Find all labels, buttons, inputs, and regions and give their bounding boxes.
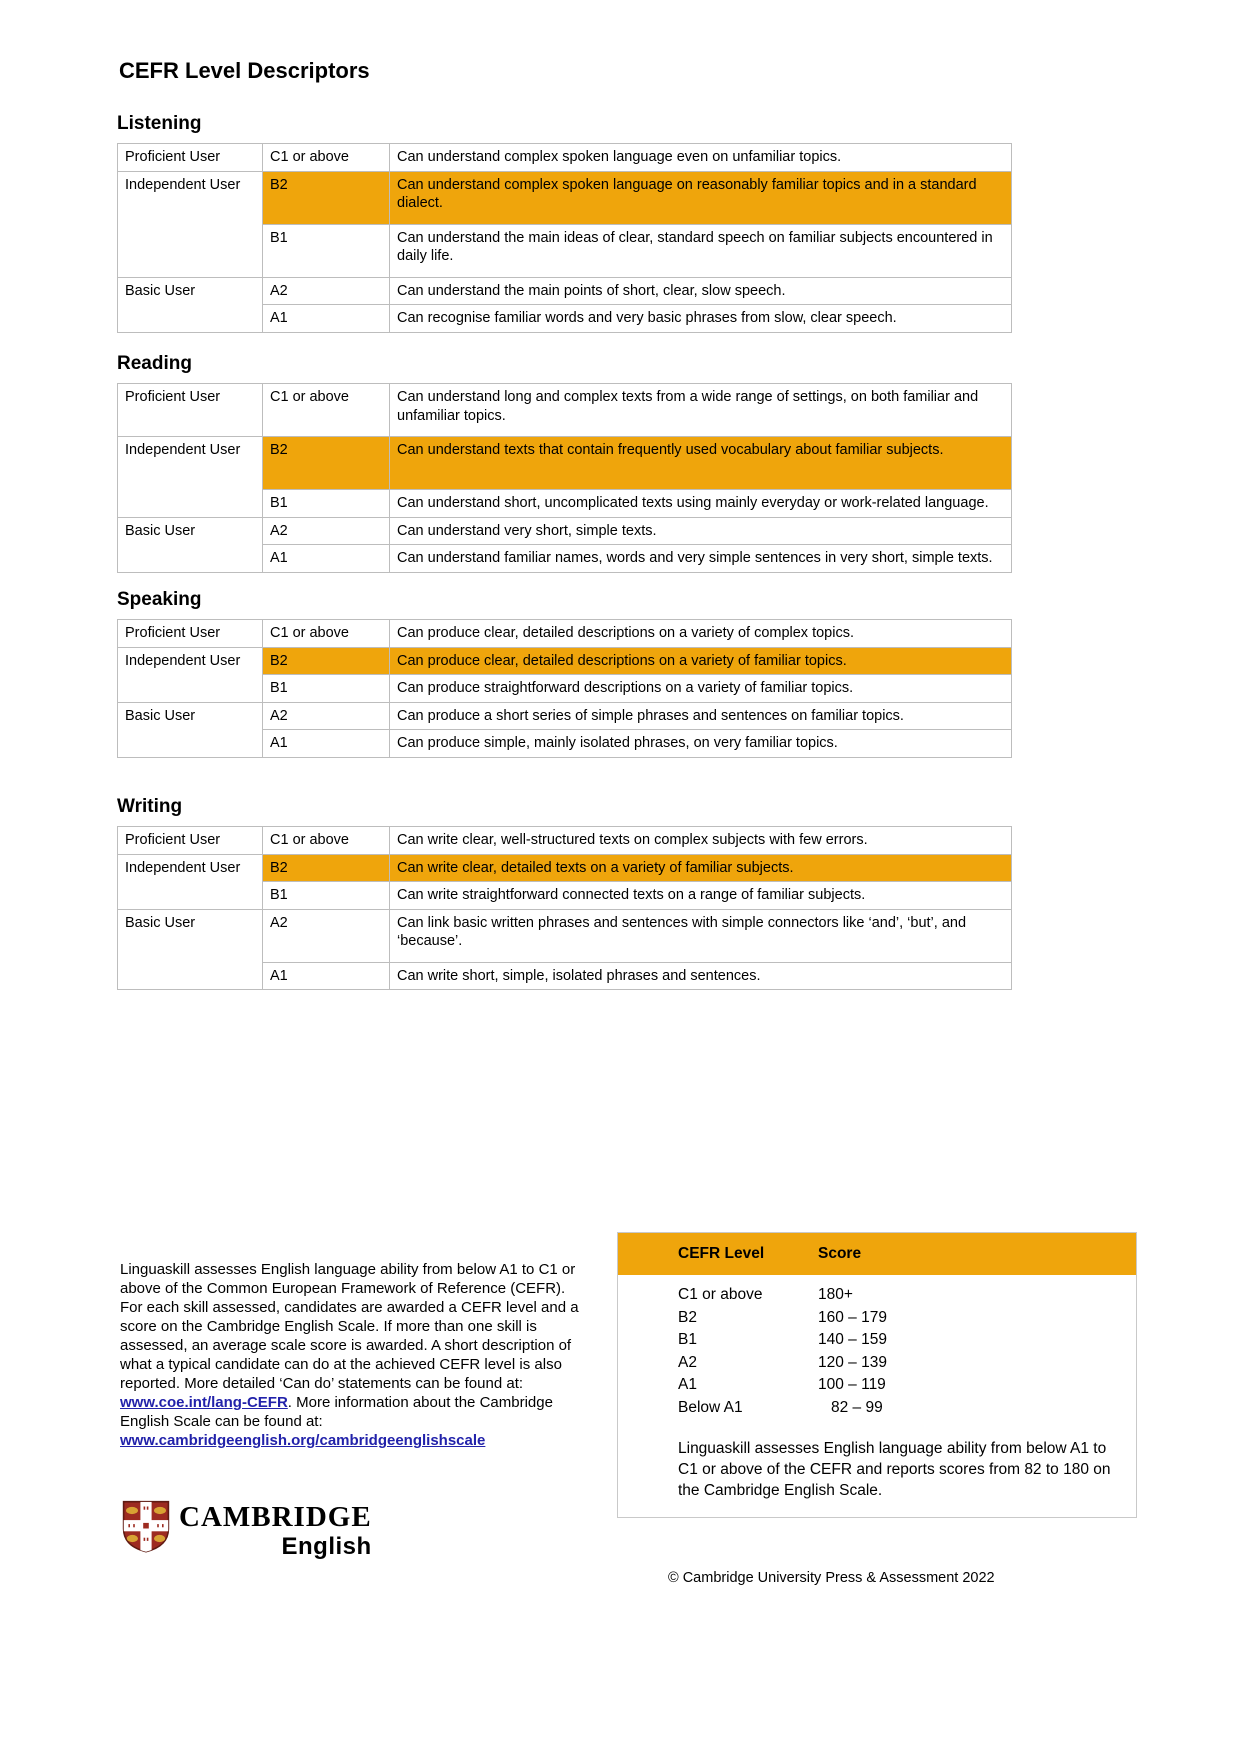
table-row [118, 384, 1012, 437]
score-header-level: CEFR Level [678, 1245, 765, 1262]
score-row [678, 1284, 1136, 1307]
descriptor-cell: Can produce simple, mainly isolated phrases, on very familiar topics. [390, 730, 1012, 758]
descriptor-cell: Can link basic written phrases and sentences with simple connectors like ‘and’, ‘but’, and ‘because’. [390, 909, 1012, 962]
descriptor-cell: Can produce clear, detailed descriptions on a variety of complex topics. [390, 620, 1012, 648]
score-cell: 140 – 159 [818, 1331, 887, 1348]
skill-section-speaking [117, 588, 1012, 758]
section-heading-reading: Reading [117, 353, 192, 374]
table-row [118, 827, 1012, 855]
level-cell: A2 [263, 702, 390, 730]
table-row [118, 909, 1012, 962]
cambridge-scale-link[interactable]: www.cambridgeenglish.org/cambridgeenglishscale [120, 1432, 486, 1449]
score-row [678, 1397, 1136, 1420]
user-type-cell: Proficient User [118, 620, 263, 648]
level-cell: C1 or above [263, 620, 390, 648]
level-cell: A2 [263, 277, 390, 305]
user-type-cell: Independent User [118, 437, 263, 518]
cambridge-english-logo [122, 1500, 372, 1560]
descriptor-cell: Can produce clear, detailed descriptions on a variety of familiar topics. [390, 647, 1012, 675]
table-row [118, 437, 1012, 490]
table-row [118, 144, 1012, 172]
level-cell: B1 [263, 490, 390, 518]
cefr-level-cell: B1 [678, 1331, 697, 1348]
table-row [118, 277, 1012, 305]
table-row [118, 517, 1012, 545]
level-cell: A1 [263, 545, 390, 573]
cambridge-shield-icon [122, 1500, 170, 1553]
descriptor-cell: Can understand short, uncomplicated texts using mainly everyday or work-related language. [390, 490, 1012, 518]
section-heading-speaking: Speaking [117, 589, 202, 610]
level-cell: B1 [263, 882, 390, 910]
user-type-cell: Proficient User [118, 144, 263, 172]
level-cell: B2 [263, 171, 390, 224]
user-type-cell: Basic User [118, 702, 263, 757]
user-type-cell: Basic User [118, 909, 263, 990]
user-type-cell: Proficient User [118, 384, 263, 437]
score-cell: 120 – 139 [818, 1353, 887, 1371]
level-cell: A1 [263, 962, 390, 990]
cefr-table-listening [117, 143, 1012, 333]
score-panel-note: Linguaskill assesses English language ability from below A1 to C1 or above of the CEFR and reports scores from 82 to 180 on the Cambridge English Scale. [678, 1440, 1111, 1499]
score-cell: 82 – 99 [831, 1398, 883, 1416]
level-cell: A2 [263, 517, 390, 545]
cefr-table-writing [117, 826, 1012, 990]
level-cell: B2 [263, 647, 390, 675]
level-cell: A1 [263, 305, 390, 333]
cefr-level-cell: Below A1 [678, 1398, 743, 1416]
section-heading-listening: Listening [117, 113, 202, 134]
level-cell: C1 or above [263, 384, 390, 437]
level-cell: A1 [263, 730, 390, 758]
skill-section-listening [117, 112, 1012, 333]
user-type-cell: Independent User [118, 171, 263, 277]
level-cell: B1 [263, 224, 390, 277]
linguaskill-info-paragraph [120, 1260, 588, 1450]
table-row [118, 171, 1012, 224]
logo-cambridge-text: CAMBRIDGE [179, 1501, 372, 1533]
table-row [118, 620, 1012, 648]
coe-cefr-link[interactable]: www.coe.int/lang-CEFR [120, 1394, 288, 1411]
user-type-cell: Proficient User [118, 827, 263, 855]
descriptor-cell: Can understand complex spoken language on reasonably familiar topics and in a standard dialect. [390, 171, 1012, 224]
level-cell: C1 or above [263, 827, 390, 855]
table-row [118, 647, 1012, 675]
score-cell: 180+ [818, 1286, 853, 1303]
info-text-1: Linguaskill assesses English language ability from below A1 to C1 or above of the Common European Framework of Reference (CEFR). For each skill assessed, candidates are awarded a CEFR level and a score on the Cambridge English Scale. If more than one skill is assessed, an average scale score is awarded. A short description of what a typical candidate can do at the achieved CEFR level is also reported. More detailed ‘Can do’ statements can be found at: [120, 1261, 579, 1392]
descriptor-cell: Can understand familiar names, words and very simple sentences in very short, simple texts. [390, 545, 1012, 573]
score-header-score: Score [818, 1245, 862, 1262]
score-row [678, 1329, 1136, 1352]
info-text-2: . More information about the Cambridge English Scale can be found at: [120, 1394, 553, 1430]
score-cell: 160 – 179 [818, 1308, 887, 1326]
user-type-cell: Basic User [118, 517, 263, 572]
descriptor-cell: Can write short, simple, isolated phrases and sentences. [390, 962, 1012, 990]
descriptor-cell: Can write straightforward connected texts on a range of familiar subjects. [390, 882, 1012, 910]
level-cell: B2 [263, 854, 390, 882]
table-row [118, 854, 1012, 882]
user-type-cell: Basic User [118, 277, 263, 332]
cefr-level-cell: B2 [678, 1308, 697, 1326]
descriptor-cell: Can understand texts that contain frequently used vocabulary about familiar subjects. [390, 437, 1012, 490]
score-row [678, 1352, 1136, 1375]
skill-section-writing [117, 795, 1012, 990]
skill-section-reading [117, 352, 1012, 573]
cefr-level-cell: A2 [678, 1353, 697, 1371]
score-cell: 100 – 119 [818, 1376, 886, 1393]
descriptor-cell: Can produce a short series of simple phrases and sentences on familiar topics. [390, 702, 1012, 730]
logo-english-text: English [281, 1533, 372, 1560]
descriptor-cell: Can understand the main ideas of clear, standard speech on familiar subjects encountered in daily life. [390, 224, 1012, 277]
logo-wordmark [179, 1500, 372, 1560]
level-cell: A2 [263, 909, 390, 962]
descriptor-cell: Can understand complex spoken language even on unfamiliar topics. [390, 144, 1012, 172]
descriptor-cell: Can produce straightforward descriptions on a variety of familiar topics. [390, 675, 1012, 703]
descriptor-cell: Can understand long and complex texts from a wide range of settings, on both familiar and unfamiliar topics. [390, 384, 1012, 437]
table-row [118, 702, 1012, 730]
cefr-level-cell: A1 [678, 1376, 697, 1393]
section-heading-writing: Writing [117, 796, 183, 817]
level-cell: C1 or above [263, 144, 390, 172]
user-type-cell: Independent User [118, 854, 263, 909]
score-table-header [618, 1233, 1136, 1275]
cefr-table-speaking [117, 619, 1012, 758]
descriptor-cell: Can write clear, detailed texts on a variety of familiar subjects. [390, 854, 1012, 882]
user-type-cell: Independent User [118, 647, 263, 702]
descriptor-cell: Can understand the main points of short, clear, slow speech. [390, 277, 1012, 305]
descriptor-cell: Can recognise familiar words and very basic phrases from slow, clear speech. [390, 305, 1012, 333]
score-row [678, 1374, 1136, 1397]
cefr-table-reading [117, 383, 1012, 573]
page-title: CEFR Level Descriptors [119, 58, 370, 83]
level-cell: B1 [263, 675, 390, 703]
score-rows [618, 1284, 1136, 1419]
score-row [678, 1307, 1136, 1330]
level-cell: B2 [263, 437, 390, 490]
cefr-level-cell: C1 or above [678, 1286, 763, 1303]
descriptor-cell: Can understand very short, simple texts. [390, 517, 1012, 545]
descriptor-cell: Can write clear, well-structured texts on complex subjects with few errors. [390, 827, 1012, 855]
copyright-line: © Cambridge University Press & Assessment 2022 [668, 1570, 995, 1586]
score-panel [617, 1232, 1137, 1518]
